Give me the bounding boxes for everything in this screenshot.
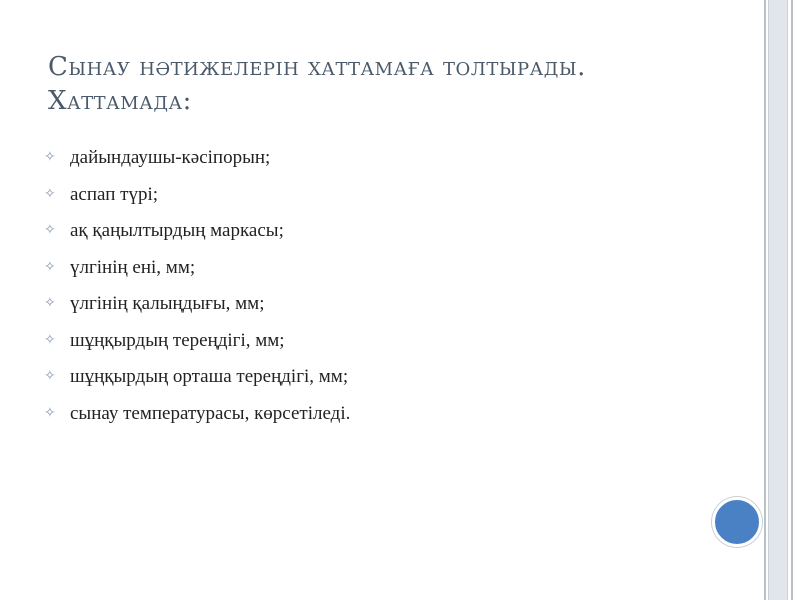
bullet-star-icon: ✧: [44, 259, 56, 275]
bullet-star-icon: ✧: [44, 223, 56, 238]
bullet-star-icon: ✧: [44, 296, 56, 311]
list-item: [44, 146, 724, 183]
list-item-text: үлгінің ені, мм;: [70, 256, 196, 278]
title-line-2: Хаттамада:: [48, 86, 192, 116]
list-item-text: сынау температурасы, көрсетіледі.: [70, 402, 351, 424]
bullet-list: [44, 146, 724, 438]
decorative-circle: [712, 497, 762, 547]
right-border-line: [764, 0, 766, 600]
bullet-star-icon: ✧: [44, 186, 56, 202]
list-item-text: ақ қаңылтырдың маркасы;: [70, 220, 284, 241]
bullet-star-icon: ✧: [44, 369, 56, 384]
right-border-inner-line: [791, 0, 793, 600]
list-item: [44, 365, 724, 402]
list-item: [44, 402, 724, 439]
right-border-band: [768, 0, 788, 600]
list-item: [44, 329, 724, 366]
bullet-star-icon: ✧: [44, 150, 56, 165]
list-item: [44, 183, 724, 220]
list-item-text: дайындаушы-кәсіпорын;: [70, 147, 271, 168]
list-item: [44, 219, 724, 256]
bullet-star-icon: ✧: [44, 332, 56, 348]
list-item-text: үлгінің қалыңдығы, мм;: [70, 293, 265, 314]
bullet-star-icon: ✧: [44, 405, 56, 421]
list-item-text: аспап түрі;: [70, 183, 158, 205]
list-item-text: шұңқырдың орташа тереңдігі, мм;: [70, 366, 349, 387]
list-item-text: шұңқырдың тереңдігі, мм;: [70, 329, 285, 351]
list-item: [44, 256, 724, 293]
slide-title: [48, 50, 738, 118]
title-line-1: Сынау нәтижелерін хаттамаға толтырады.: [48, 52, 586, 82]
list-item: [44, 292, 724, 329]
